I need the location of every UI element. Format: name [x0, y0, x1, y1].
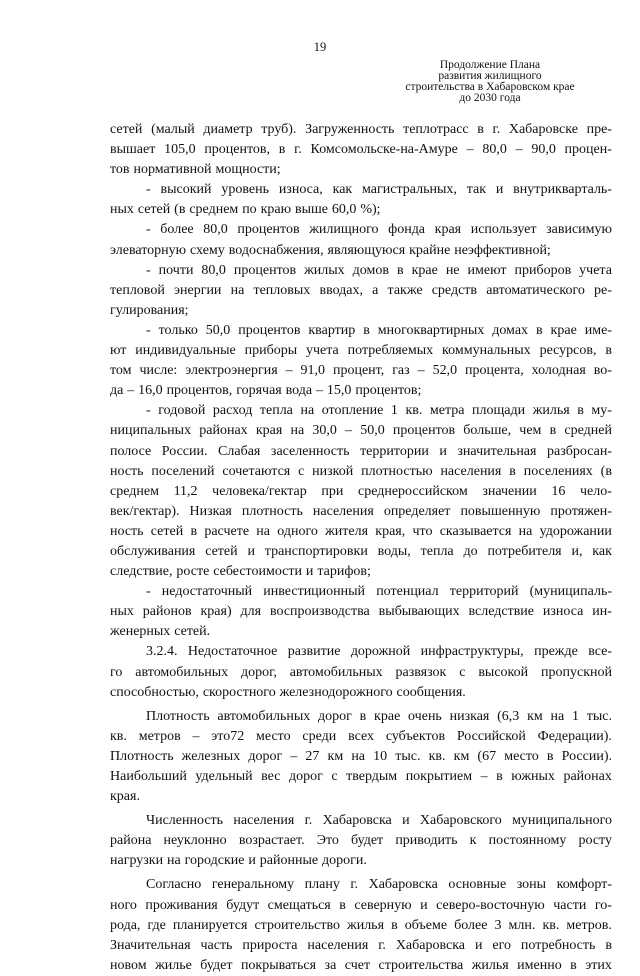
- header-line: Продолжение Плана: [439, 59, 541, 71]
- text-line: сетей (малый диаметр труб). Загруженность теплотрасс в г. Хабаровске пре-: [110, 122, 612, 137]
- text-line: - высокий уровень износа, как магистральных, так и внутрикварталь-: [146, 182, 612, 198]
- text-line: 3.2.4. Недостаточное развитие дорожной инфраструктуры, прежде все-: [146, 644, 612, 660]
- text-line: обслуживания сетей и транспортировки воды, тепла до потребителя и, как: [110, 543, 612, 559]
- header-line: развития жилищного: [438, 70, 542, 82]
- continuation-header: [390, 60, 590, 104]
- text-line: следствие, росте себестоимости и тарифов;: [110, 564, 371, 580]
- text-line: го автомобильных дорог, автомобильных развязок с высокой пропускной: [110, 664, 612, 680]
- text-line: среднем 11,2 человека/гектар при среднероссийском значении 16 чело-: [110, 483, 612, 499]
- text-line: ность поселений сочетаются с низкой плотностью населения в поселениях (в: [110, 463, 612, 479]
- text-line: тепловой энергии на тепловых вводах, а также средств автоматического ре-: [110, 282, 612, 298]
- text-line: Согласно генеральному плану г. Хабаровска основные зоны комфорт-: [146, 877, 612, 893]
- text-line: ниципальных районах края на 30,0 – 50,0 процентов больше, чем в средней: [110, 423, 612, 439]
- text-line: ность сетей в расчете на одного жителя края, что сказывается на удорожании: [110, 523, 612, 539]
- page-number: 19: [313, 40, 327, 54]
- text-line: Плотность железных дорог – 27 км на 10 тыс. кв. км (67 место в России).: [110, 748, 612, 764]
- text-line: рода, где планируется строительство жилья в объеме более 3 млн. кв. метров.: [110, 917, 612, 933]
- text-line: - недостаточный инвестиционный потенциал территорий (муниципаль-: [146, 584, 612, 600]
- header-line: до 2030 года: [459, 92, 521, 104]
- text-line: - почти 80,0 процентов жилых домов в крае не имеют приборов учета: [146, 262, 612, 278]
- text-line: района неуклонно возрастает. Это будет приводить к постоянному росту: [110, 833, 612, 849]
- text-line: элеваторную схему водоснабжения, являющуюся крайне неэффективной;: [110, 242, 551, 258]
- text-line: нагрузки на городские и районные дороги.: [110, 853, 367, 869]
- text-line: Значительная часть прироста населения г. Хабаровска и его потребность в: [110, 937, 612, 953]
- text-line: - более 80,0 процентов жилищного фонда края использует зависимую: [146, 222, 612, 238]
- text-line: кв. метров – это72 место среди всех субъектов Российской Федерации).: [110, 728, 612, 744]
- text-line: ют индивидуальные приборы учета потребляемых коммунальных ресурсов, в: [110, 343, 612, 359]
- text-line: да – 16,0 процентов, горячая вода – 15,0 процентов;: [110, 383, 422, 399]
- text-line: век/гектар). Низкая плотность населения определяет повышенную протяжен-: [110, 503, 612, 519]
- text-line: новом жилье будет покрываться за счет строительства жилья именно в этих: [110, 957, 612, 973]
- text-line: гулирования;: [110, 302, 189, 318]
- text-line: женерных сетей.: [110, 624, 211, 640]
- text-line: края.: [110, 789, 140, 805]
- text-line: - годовой расход тепла на отопление 1 кв. метра площади жилья в му-: [146, 403, 612, 419]
- text-line: - только 50,0 процентов квартир в многоквартирных домах в крае име-: [146, 322, 612, 338]
- text-line: ных районов края) для воспроизводства выбывающих вследствие износа ин-: [110, 604, 612, 620]
- text-line: полосе России. Слабая заселенность территории и значительная разбросан-: [110, 443, 612, 459]
- text-line: Наибольший удельный вес дорог с твердым покрытием – в южных районах: [110, 769, 612, 784]
- text-line: ных сетей (в среднем по краю выше 60,0 %);: [110, 202, 381, 218]
- text-line: вышает 105,0 процентов, в г. Комсомольске-на-Амуре – 80,0 – 90,0 процен-: [110, 142, 612, 158]
- body-text: [110, 120, 612, 976]
- text-line: Плотность автомобильных дорог в крае очень низкая (6,3 км на 1 тыс.: [146, 708, 612, 724]
- text-line: тов нормативной мощности;: [110, 162, 281, 178]
- text-line: ного проживания будут смещаться в северную и северо-восточную части го-: [110, 897, 612, 913]
- text-line: том числе: электроэнергия – 91,0 процент, газ – 52,0 процента, холодная во-: [110, 363, 612, 379]
- text-line: Численность населения г. Хабаровска и Хабаровского муниципального: [146, 813, 612, 829]
- header-line: строительства в Хабаровском крае: [405, 81, 575, 93]
- text-line: способностью, скоростного железнодорожного сообщения.: [110, 684, 466, 700]
